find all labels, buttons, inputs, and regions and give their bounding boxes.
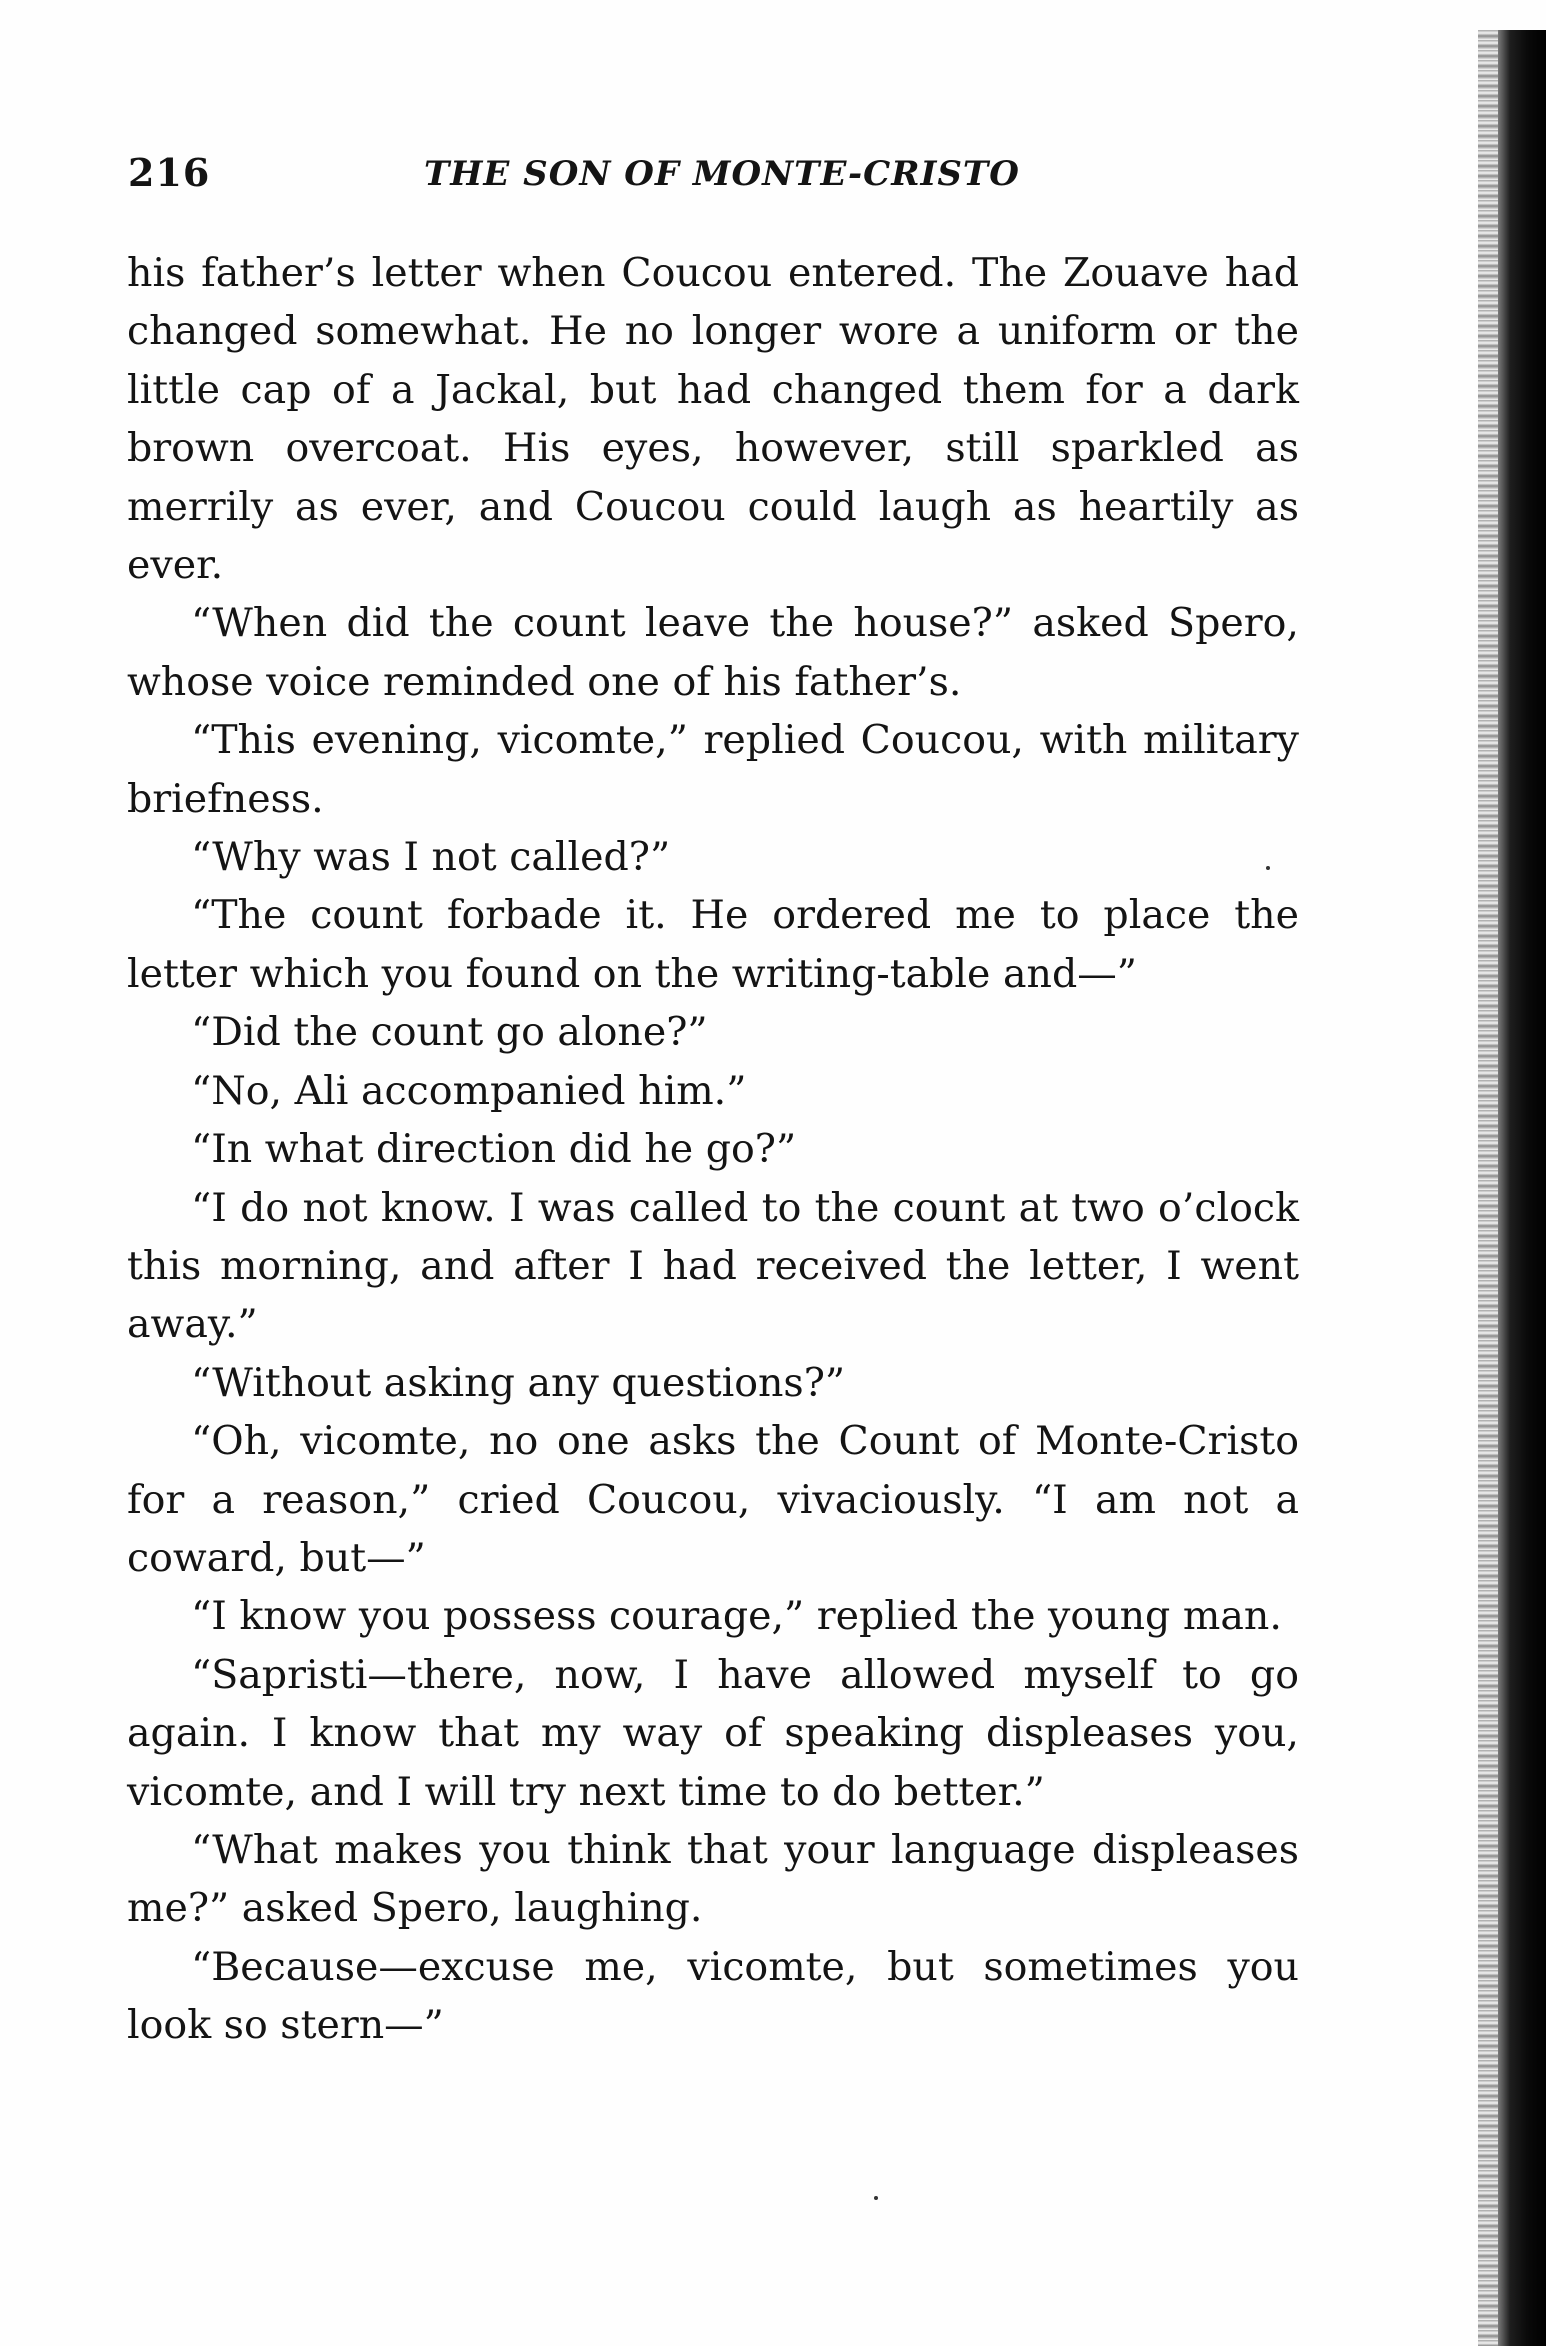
paragraph: “When did the count leave the house?” asked Spero, whose voice reminded one of his father’s.: [127, 600, 1299, 705]
paragraph: his father’s letter when Coucou entered. The Zouave had changed somewhat. He no longer wore a uniform or the little cap of a Jackal, but had changed them for a dark brown overcoat. His eyes, however, still sparkled as merrily as ever, and Coucou could laugh as heartily as ever.: [127, 250, 1299, 589]
paragraph: “I know you possess courage,” replied the young man.: [191, 1593, 1282, 1640]
paragraph: “Because—excuse me, vicomte, but sometimes you look so stern—”: [127, 1943, 1299, 2049]
paragraph: “I do not know. I was called to the count at two o’clock this morning, and after I had received the letter, I went away.”: [127, 1184, 1299, 1348]
paragraph: “This evening, vicomte,” replied Coucou, with military briefness.: [127, 717, 1299, 822]
paragraph: “The count forbade it. He ordered me to place the letter which you found on the writing-table and—”: [127, 892, 1299, 997]
paragraph: “Did the count go alone?”: [191, 1009, 708, 1056]
page-edge-fringe: [1478, 30, 1500, 2346]
body-text: [127, 244, 1299, 2055]
paragraph: “Oh, vicomte, no one asks the Count of Monte-Cristo for a reason,” cried Coucou, vivaciously. “I am not a coward, but—”: [127, 1418, 1299, 1581]
page-edge-shadow: [1498, 30, 1546, 2346]
paragraph: “What makes you think that your language displeases me?” asked Spero, laughing.: [127, 1826, 1299, 1932]
paragraph: “No, Ali accompanied him.”: [191, 1067, 747, 1114]
print-speck: [1266, 866, 1270, 870]
paragraph: “Without asking any questions?”: [191, 1359, 846, 1406]
paragraph: “In what direction did he go?”: [191, 1126, 797, 1173]
paragraph: “Why was I not called?”: [191, 834, 671, 881]
running-head: [128, 150, 1028, 210]
page-number: 216: [128, 150, 211, 195]
paragraph: “Sapristi—there, now, I have allowed myself to go again. I know that my way of speaking displeases you, vicomte, and I will try next time to do better.”: [127, 1651, 1299, 1815]
running-title: THE SON OF MONTE-CRISTO: [424, 154, 1020, 194]
print-speck: [874, 2196, 878, 2200]
